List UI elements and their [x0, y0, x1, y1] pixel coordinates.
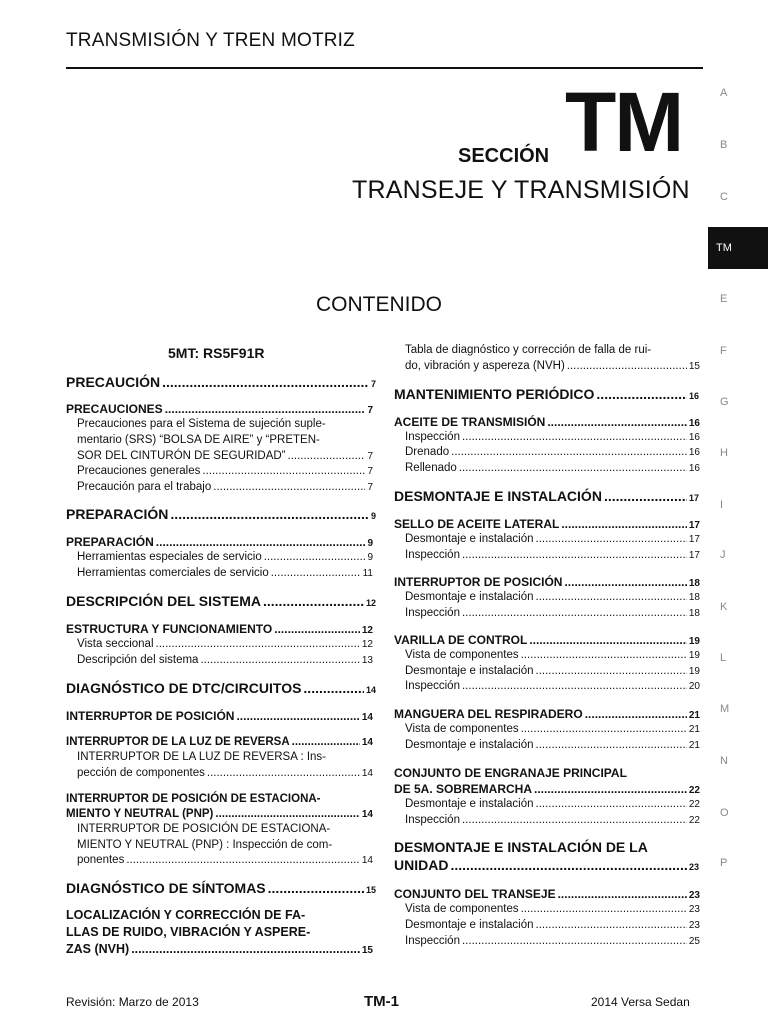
toc-page: 12: [361, 639, 373, 650]
toc-section[interactable]: [394, 517, 700, 531]
toc-item[interactable]: [405, 431, 700, 443]
toc-chapter-line: DESMONTAJE E INSTALACIÓN DE LA: [394, 839, 648, 855]
toc-page: 17: [688, 550, 700, 561]
toc-section[interactable]: [394, 415, 700, 429]
toc-page: 17: [688, 520, 700, 531]
toc-section[interactable]: [66, 402, 373, 416]
toc-label: ZAS (NVH): [66, 942, 130, 956]
toc-page: 16: [688, 463, 700, 474]
toc-leader: [462, 431, 687, 443]
toc-item-line: Precauciones para el Sistema de sujeción suple-: [77, 418, 326, 430]
toc-label: PREPARACIÓN: [66, 506, 169, 522]
toc-item[interactable]: [77, 767, 373, 779]
toc-label: Inspección: [405, 431, 460, 443]
toc-page: 18: [688, 592, 700, 603]
toc-item[interactable]: [77, 450, 373, 462]
toc-leader: [529, 633, 687, 647]
toc-section[interactable]: [66, 535, 373, 549]
side-tab-g[interactable]: G: [720, 396, 729, 408]
toc-item[interactable]: [405, 533, 700, 545]
toc-item[interactable]: [77, 551, 373, 563]
toc-label: Inspección: [405, 607, 460, 619]
toc-page: 16: [688, 447, 700, 458]
toc-leader: [536, 798, 687, 810]
toc-label: MIENTO Y NEUTRAL (PNP): [66, 808, 214, 820]
toc-page: 15: [688, 361, 700, 372]
toc-page: 21: [688, 724, 700, 735]
toc-section[interactable]: [66, 622, 373, 636]
toc-leader: [156, 535, 366, 549]
toc-section[interactable]: [394, 782, 700, 796]
footer-model: 2014 Versa Sedan: [591, 995, 690, 1009]
toc-leader: [207, 767, 360, 779]
toc-label: Drenado: [405, 446, 450, 458]
toc-page: 25: [688, 936, 700, 947]
toc-leader: [561, 517, 687, 531]
toc-page: 14: [361, 712, 373, 723]
toc-label: SELLO DE ACEITE LATERAL: [394, 517, 560, 531]
toc-label: ACEITE DE TRANSMISIÓN: [394, 415, 546, 429]
toc-leader: [202, 465, 365, 477]
toc-label: DE 5A. SOBREMARCHA: [394, 782, 533, 796]
toc-leader: [156, 638, 360, 650]
toc-label: PREPARACIÓN: [66, 535, 154, 549]
toc-leader: [521, 723, 687, 735]
toc-page: 14: [361, 768, 373, 779]
toc-leader: [131, 942, 360, 956]
toc-page: 17: [688, 493, 699, 503]
side-tab-k[interactable]: K: [720, 601, 728, 613]
toc-leader: [596, 386, 687, 402]
toc-page: 23: [688, 890, 700, 901]
toc-item[interactable]: [405, 798, 700, 810]
toc-leader: [536, 533, 687, 545]
toc-leader: [200, 654, 359, 666]
toc-item-line: mentario (SRS) “BOLSA DE AIRE” y “PRETEN-: [77, 434, 320, 446]
toc-chapter[interactable]: [66, 593, 376, 609]
toc-page: 14: [361, 737, 373, 748]
toc-chapter[interactable]: [394, 488, 699, 504]
toc-item[interactable]: [77, 638, 373, 650]
toc-page: 20: [688, 681, 700, 692]
toc-page: 7: [370, 379, 376, 389]
toc-leader: [547, 415, 687, 429]
toc-page: 22: [688, 815, 700, 826]
toc-label: DESCRIPCIÓN DEL SISTEMA: [66, 593, 261, 609]
side-tab-j[interactable]: J: [720, 549, 726, 561]
toc-label: CONJUNTO DEL TRANSEJE: [394, 887, 556, 901]
toc-page: 12: [365, 598, 376, 608]
toc-leader: [264, 551, 366, 563]
toc-label: DESMONTAJE E INSTALACIÓN: [394, 488, 602, 504]
toc-leader: [536, 591, 687, 603]
toc-leader: [451, 446, 687, 458]
toc-item[interactable]: [405, 607, 700, 619]
toc-page: 19: [688, 636, 700, 647]
toc-label: SOR DEL CINTURÓN DE SEGURIDAD”: [77, 450, 286, 462]
toc-page: 7: [367, 405, 373, 416]
toc-leader: [521, 649, 687, 661]
toc-leader: [521, 903, 687, 915]
toc-leader: [536, 919, 687, 931]
toc-page: 19: [688, 666, 700, 677]
toc-page: 23: [688, 920, 700, 931]
side-tab-i[interactable]: I: [720, 499, 724, 511]
toc-page: 14: [361, 855, 373, 866]
toc-item[interactable]: [405, 723, 700, 735]
toc-item[interactable]: [77, 481, 373, 493]
toc-label: Desmontaje e instalación: [405, 739, 534, 751]
toc-page: 9: [370, 511, 376, 521]
side-tab-e[interactable]: E: [720, 293, 728, 305]
toc-leader: [462, 549, 687, 561]
toc-item-line: MIENTO Y NEUTRAL (PNP) : Inspección de com-: [77, 839, 333, 851]
model-heading: 5MT: RS5F91R: [168, 345, 265, 361]
toc-item[interactable]: [77, 654, 373, 666]
toc-item[interactable]: [405, 739, 700, 751]
toc-chapter[interactable]: [66, 680, 376, 696]
toc-leader: [462, 607, 687, 619]
toc-item[interactable]: [405, 649, 700, 661]
toc-page: 22: [688, 799, 700, 810]
section-label: SECCIÓN: [458, 145, 550, 167]
toc-label: Herramientas especiales de servicio: [77, 551, 262, 563]
toc-label: Vista seccional: [77, 638, 154, 650]
toc-leader: [213, 481, 365, 493]
toc-page: 7: [367, 482, 373, 493]
toc-item[interactable]: [405, 903, 700, 915]
toc-page: 14: [365, 685, 376, 695]
toc-chapter[interactable]: [66, 374, 376, 390]
toc-label: ESTRUCTURA Y FUNCIONAMIENTO: [66, 622, 273, 636]
toc-page: 22: [688, 785, 700, 796]
toc-chapter[interactable]: [394, 386, 699, 402]
toc-label: MANTENIMIENTO PERIÓDICO: [394, 386, 595, 402]
toc-label: UNIDAD: [394, 857, 449, 873]
toc-label: do, vibración y aspereza (NVH): [405, 360, 565, 372]
toc-item[interactable]: [405, 360, 700, 372]
toc-label: Precaución para el trabajo: [77, 481, 212, 493]
side-tab-n[interactable]: N: [720, 755, 728, 767]
header-title: TRANSMISIÓN Y TREN MOTRIZ: [66, 30, 355, 51]
toc-leader: [450, 857, 687, 873]
toc-label: Inspección: [405, 935, 460, 947]
toc-leader: [564, 575, 686, 589]
toc-label: Desmontaje e instalación: [405, 533, 534, 545]
toc-section[interactable]: [394, 887, 700, 901]
toc-chapter[interactable]: [66, 880, 376, 896]
toc-label: Vista de componentes: [405, 649, 519, 661]
toc-item[interactable]: [405, 665, 700, 677]
toc-label: ponentes: [77, 854, 125, 866]
toc-page: 21: [688, 740, 700, 751]
side-tab-b[interactable]: B: [720, 139, 728, 151]
side-tab-o[interactable]: O: [720, 807, 729, 819]
toc-label: Vista de componentes: [405, 903, 519, 915]
toc-section[interactable]: [66, 942, 373, 956]
toc-item-line: Tabla de diagnóstico y corrección de falla de rui-: [405, 344, 652, 356]
toc-leader: [536, 665, 687, 677]
toc-label: DIAGNÓSTICO DE SÍNTOMAS: [66, 880, 266, 896]
toc-item[interactable]: [405, 591, 700, 603]
toc-page: 15: [361, 945, 373, 956]
toc-section[interactable]: [394, 633, 700, 647]
toc-page: 18: [688, 608, 700, 619]
toc-section[interactable]: [66, 736, 373, 748]
toc-item[interactable]: [405, 446, 700, 458]
toc-item[interactable]: [77, 465, 373, 477]
toc-item[interactable]: [405, 935, 700, 947]
toc-leader: [274, 622, 360, 636]
toc-leader: [268, 880, 364, 896]
toc-page: 16: [688, 391, 699, 401]
toc-section-line: LLAS DE RUIDO, VIBRACIÓN Y ASPERE-: [66, 925, 311, 939]
toc-leader: [236, 709, 359, 723]
toc-chapter[interactable]: [394, 857, 699, 873]
toc-page: 21: [688, 710, 700, 721]
toc-section[interactable]: [394, 707, 700, 721]
toc-label: INTERRUPTOR DE LA LUZ DE REVERSA: [66, 736, 290, 748]
toc-section[interactable]: [394, 575, 700, 589]
toc-label: Inspección: [405, 814, 460, 826]
toc-label: PRECAUCIONES: [66, 402, 163, 416]
footer-page-number: TM-1: [364, 993, 399, 1010]
toc-page: 13: [361, 655, 373, 666]
side-tab-l[interactable]: L: [720, 652, 727, 664]
toc-leader: [604, 488, 687, 504]
toc-page: 9: [367, 552, 373, 563]
toc-page: 18: [688, 578, 700, 589]
toc-leader: [303, 680, 364, 696]
toc-leader: [459, 462, 687, 474]
toc-leader: [162, 374, 369, 390]
toc-label: pección de componentes: [77, 767, 205, 779]
toc-leader: [558, 887, 687, 901]
toc-item[interactable]: [77, 567, 373, 579]
side-tab-h[interactable]: H: [720, 447, 728, 459]
toc-label: DIAGNÓSTICO DE DTC/CIRCUITOS: [66, 680, 302, 696]
toc-label: Rellenado: [405, 462, 457, 474]
toc-page: 17: [688, 534, 700, 545]
toc-label: INTERRUPTOR DE POSICIÓN: [394, 575, 563, 589]
toc-chapter[interactable]: [66, 506, 376, 522]
toc-leader: [170, 506, 369, 522]
toc-item-line: INTERRUPTOR DE POSICIÓN DE ESTACIONA-: [77, 823, 331, 835]
side-tab-p[interactable]: P: [720, 857, 728, 869]
toc-item[interactable]: [405, 462, 700, 474]
toc-page: 9: [367, 538, 373, 549]
toc-label: Desmontaje e instalación: [405, 919, 534, 931]
toc-label: Descripción del sistema: [77, 654, 199, 666]
toc-leader: [462, 814, 687, 826]
side-tab-tm-active[interactable]: TM: [708, 227, 768, 269]
toc-page: 23: [688, 862, 699, 872]
toc-leader: [271, 567, 361, 579]
toc-label: Herramientas comerciales de servicio: [77, 567, 269, 579]
toc-leader: [585, 707, 687, 721]
toc-section-line: INTERRUPTOR DE POSICIÓN DE ESTACIONA-: [66, 793, 321, 805]
toc-label: VARILLA DE CONTROL: [394, 633, 528, 647]
toc-leader: [292, 736, 360, 748]
toc-page: 23: [688, 904, 700, 915]
toc-section-line: CONJUNTO DE ENGRANAJE PRINCIPAL: [394, 766, 627, 780]
toc-page: 12: [361, 625, 373, 636]
toc-label: Precauciones generales: [77, 465, 201, 477]
toc-leader: [462, 680, 687, 692]
toc-label: Inspección: [405, 549, 460, 561]
toc-leader: [534, 782, 687, 796]
toc-item[interactable]: [405, 814, 700, 826]
toc-leader: [288, 450, 366, 462]
section-name: TRANSEJE Y TRANSMISIÓN: [352, 176, 690, 204]
toc-section-line: LOCALIZACIÓN Y CORRECCIÓN DE FA-: [66, 908, 306, 922]
toc-leader: [165, 402, 366, 416]
toc-leader: [263, 593, 364, 609]
toc-item[interactable]: [405, 549, 700, 561]
toc-page: 19: [688, 650, 700, 661]
toc-item-line: INTERRUPTOR DE LA LUZ DE REVERSA : Ins-: [77, 751, 327, 763]
toc-label: Desmontaje e instalación: [405, 798, 534, 810]
toc-page: 7: [367, 466, 373, 477]
footer-revision: Revisión: Marzo de 2013: [66, 995, 199, 1009]
toc-page: 16: [688, 432, 700, 443]
toc-page: 7: [367, 451, 373, 462]
side-tab-m[interactable]: M: [720, 703, 730, 715]
toc-label: Inspección: [405, 680, 460, 692]
toc-page: 11: [362, 568, 373, 579]
toc-label: Vista de componentes: [405, 723, 519, 735]
toc-item[interactable]: [405, 680, 700, 692]
toc-page: 14: [361, 809, 373, 820]
toc-leader: [567, 360, 687, 372]
toc-item[interactable]: [77, 854, 373, 866]
toc-section[interactable]: [66, 808, 373, 820]
toc-leader: [462, 935, 687, 947]
toc-label: Desmontaje e instalación: [405, 665, 534, 677]
side-tab-a[interactable]: A: [720, 87, 728, 99]
toc-section[interactable]: [66, 709, 373, 723]
toc-leader: [126, 854, 360, 866]
contents-title: CONTENIDO: [316, 293, 442, 316]
toc-item[interactable]: [405, 919, 700, 931]
toc-leader: [215, 808, 359, 820]
toc-page: 16: [688, 418, 700, 429]
toc-page: 15: [365, 885, 376, 895]
toc-label: Desmontaje e instalación: [405, 591, 534, 603]
side-tab-f[interactable]: F: [720, 345, 727, 357]
toc-label: MANGUERA DEL RESPIRADERO: [394, 707, 583, 721]
toc-label: PRECAUCIÓN: [66, 374, 161, 390]
section-code: TM: [565, 75, 683, 169]
toc-label: INTERRUPTOR DE POSICIÓN: [66, 709, 235, 723]
side-tab-c[interactable]: C: [720, 191, 728, 203]
toc-leader: [536, 739, 687, 751]
header-rule: [66, 67, 703, 69]
